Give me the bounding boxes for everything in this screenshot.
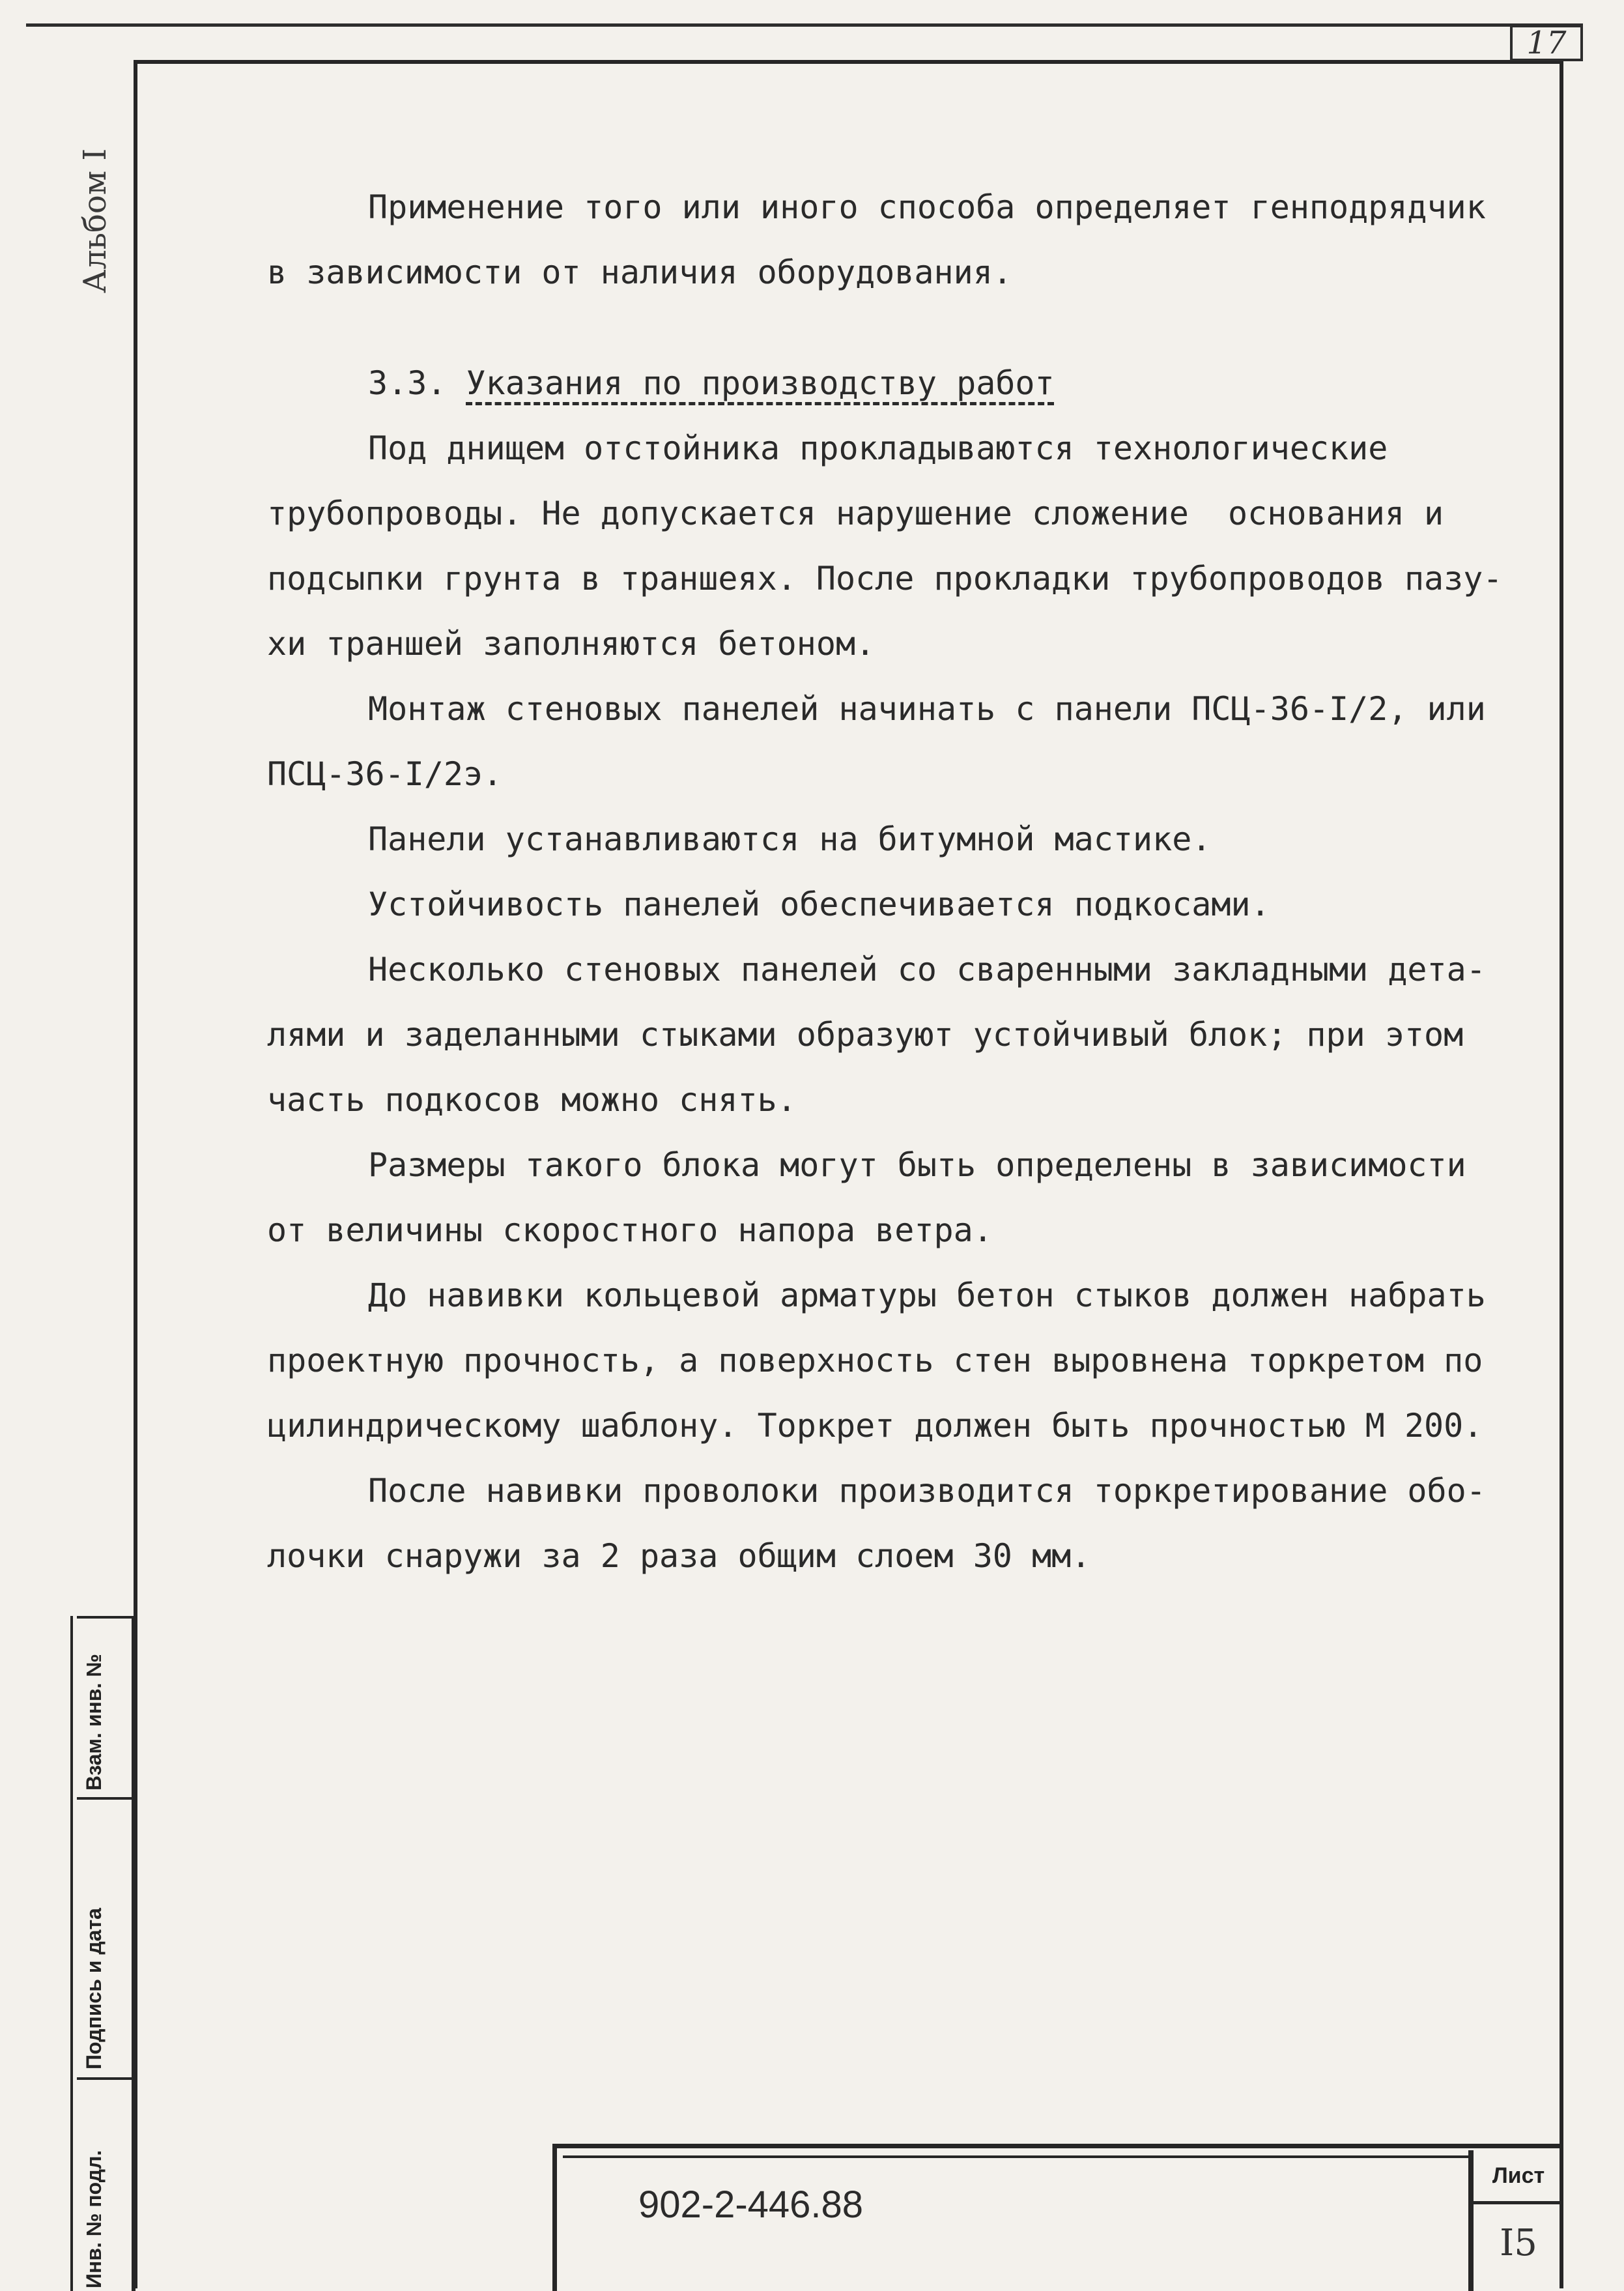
stamp-inv-no-podl: Инв. № подл. — [82, 2150, 106, 2288]
text-line: от величины скоростного напора ветра. — [267, 1211, 993, 1249]
stamp-split-line — [77, 2077, 135, 2080]
text-line: часть подкосов можно снять. — [267, 1081, 797, 1119]
document-body — [267, 175, 1518, 1589]
section-title: Указания по производству работ — [466, 364, 1055, 402]
album-label: Альбом I — [77, 148, 113, 293]
title-block-inner-line — [563, 2155, 1472, 2158]
stamp-divider — [70, 1616, 73, 2291]
text-line: Несколько стеновых панелей со сваренными закладными дета- — [368, 951, 1486, 988]
text-line: цилиндрическому шаблону. Торкрет должен быть прочностью М 200. — [267, 1407, 1483, 1445]
stamp-signature-date: Подпись и дата — [82, 1908, 106, 2069]
frame-top-line — [26, 23, 1583, 27]
text-line: Размеры такого блока могут быть определены в зависимости — [368, 1146, 1466, 1184]
text-line: хи траншей заполняются бетоном. — [267, 625, 876, 663]
text-line: До навивки кольцевой арматуры бетон стыков должен набрать — [368, 1276, 1486, 1314]
text-line: в зависимости от наличия оборудования. — [267, 253, 1012, 291]
text-line: Монтаж стеновых панелей начинать с панели ПСЦ-36-I/2, или — [368, 690, 1486, 728]
sheet-number: I5 — [1500, 2222, 1537, 2264]
text-line: Панели устанавливаются на битумной мастике. — [368, 820, 1212, 858]
stamp-split-line — [77, 1797, 135, 1800]
text-line: лями и заделанными стыками образуют устойчивый блок; при этом — [267, 1016, 1464, 1054]
sheet-label: Лист — [1492, 2163, 1545, 2188]
spacer — [267, 305, 1518, 351]
text-line: трубопроводы. Не допускается нарушение сложение основания и — [267, 495, 1444, 532]
text-line: Под днищем отстойника прокладываются технологические — [368, 429, 1388, 467]
text-line: После навивки проволоки производится торкретирование обо- — [368, 1472, 1486, 1510]
text-line: Устойчивость панелей обеспечивается подкосами. — [368, 886, 1270, 923]
section-heading — [267, 351, 1518, 416]
text-line: лочки снаружи за 2 раза общим слоем 30 мм. — [267, 1537, 1091, 1575]
section-number: 3.3. — [368, 364, 447, 402]
page-number-top: 17 — [1526, 25, 1567, 61]
text-line: проектную прочность, а поверхность стен выровнена торкретом по — [267, 1342, 1483, 1379]
text-line: подсыпки грунта в траншеях. После прокладки трубопроводов пазу- — [267, 560, 1503, 598]
stamp-split-line — [77, 1616, 135, 1619]
text-line: Применение того или иного способа определяет генподрядчик — [368, 188, 1486, 226]
document-code: 902-2-446.88 — [638, 2183, 864, 2226]
stamp-vzam-inv: Взам. инв. № — [82, 1654, 106, 1791]
text-line: ПСЦ-36-I/2э. — [267, 755, 503, 793]
sheet-cell-divider — [1468, 2201, 1563, 2204]
sheet-column-divider — [1468, 2150, 1474, 2291]
